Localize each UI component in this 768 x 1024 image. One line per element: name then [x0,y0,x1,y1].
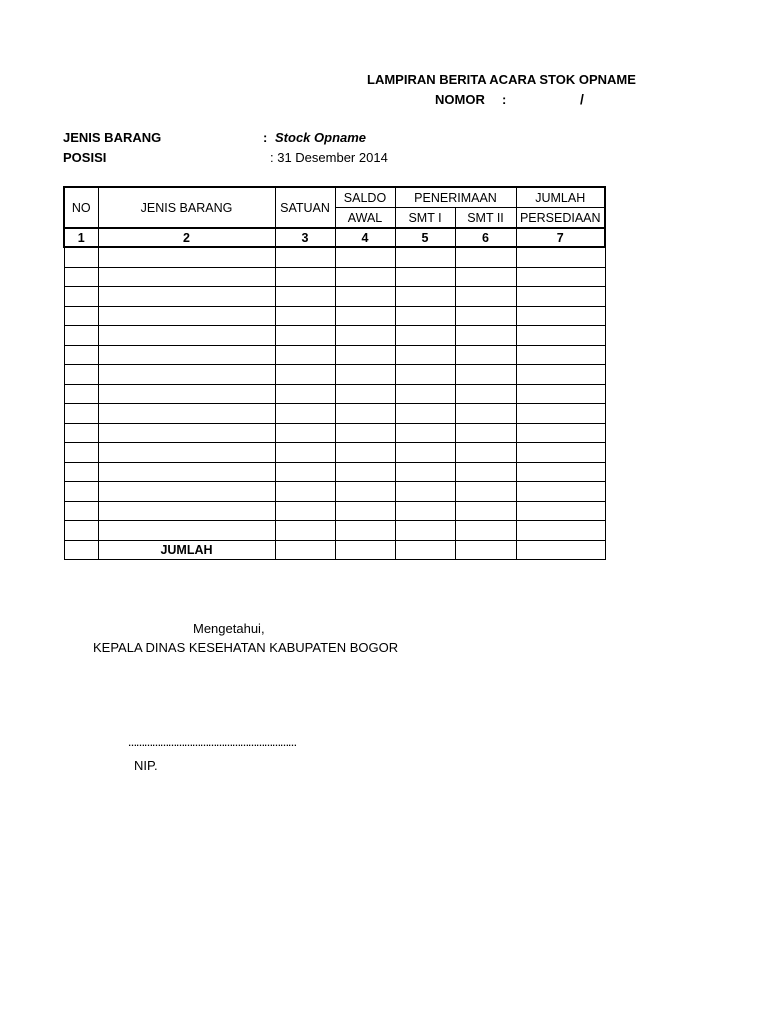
col-number: 6 [455,228,516,247]
table-cell [455,345,516,365]
table-cell [395,501,455,521]
table-cell [395,345,455,365]
header-awal: AWAL [335,208,395,229]
table-cell [455,501,516,521]
table-cell [516,501,605,521]
jenis-barang-label: JENIS BARANG [63,130,162,145]
table-cell [335,306,395,326]
table-cell [455,384,516,404]
table-cell [64,267,98,287]
table-cell [395,365,455,385]
table-cell [455,462,516,482]
table-cell [275,267,335,287]
table-cell [275,443,335,463]
table-cell [275,501,335,521]
jenis-barang-value: Stock Opname [275,130,367,145]
table-cell [335,423,395,443]
table-cell [516,443,605,463]
total-cell [516,540,605,560]
table-cell [455,423,516,443]
table-cell [516,365,605,385]
table-cell [275,326,335,346]
header-penerimaan: PENERIMAAN [395,187,516,208]
table-cell [98,443,275,463]
nip-label: NIP. [134,758,158,773]
table-cell [64,501,98,521]
table-cell [98,521,275,541]
table-cell [516,384,605,404]
col-number: 7 [516,228,605,247]
table-row [64,287,605,307]
table-row [64,365,605,385]
table-cell [395,384,455,404]
table-cell [335,287,395,307]
table-cell [98,306,275,326]
total-cell [455,540,516,560]
nomor-colon: : [502,92,507,107]
table-cell [275,247,335,267]
signature-line: ……………………………………………………… [128,738,296,748]
header-jumlah: JUMLAH [516,187,605,208]
table-cell [64,423,98,443]
table-cell [98,501,275,521]
table-cell [395,443,455,463]
header-satuan: SATUAN [275,187,335,228]
table-row [64,345,605,365]
table-row [64,247,605,267]
table-cell [455,521,516,541]
table-cell [64,365,98,385]
table-cell [395,423,455,443]
total-label: JUMLAH [98,540,275,560]
table-row [64,462,605,482]
table-cell [455,306,516,326]
table-cell [98,345,275,365]
table-cell [516,287,605,307]
document-title: LAMPIRAN BERITA ACARA STOK OPNAME [367,72,636,87]
table-cell [395,247,455,267]
table-cell [335,247,395,267]
table-cell [455,267,516,287]
table-cell [395,521,455,541]
table-cell [516,247,605,267]
table-cell [455,443,516,463]
table-row [64,326,605,346]
table-cell [275,404,335,424]
mengetahui-text: Mengetahui, [193,621,265,636]
table-cell [455,247,516,267]
col-number: 5 [395,228,455,247]
table-cell [64,247,98,267]
table-cell [64,384,98,404]
table-cell [275,287,335,307]
table-row [64,423,605,443]
col-number: 2 [98,228,275,247]
table-cell [98,384,275,404]
table-cell [516,423,605,443]
table-cell [455,404,516,424]
table-cell [395,326,455,346]
table-cell [335,384,395,404]
table-cell [64,482,98,502]
table-cell [395,482,455,502]
table-cell [455,365,516,385]
total-cell [395,540,455,560]
table-cell [335,521,395,541]
table-cell [516,482,605,502]
table-cell [275,365,335,385]
table-cell [64,326,98,346]
table-cell [64,287,98,307]
table-cell [275,423,335,443]
table-cell [335,482,395,502]
table-cell [455,326,516,346]
table-cell [275,462,335,482]
table-cell [335,443,395,463]
table-cell [64,306,98,326]
posisi-label: POSISI [63,150,107,165]
total-no-cell [64,540,98,560]
table-row [64,521,605,541]
table-cell [335,326,395,346]
table-cell [98,365,275,385]
table-cell [335,267,395,287]
posisi-value: : 31 Desember 2014 [270,150,388,165]
header-persediaan: PERSEDIAAN [516,208,605,229]
nomor-slash: / [580,91,584,107]
table-row [64,501,605,521]
table-cell [516,306,605,326]
table-row [64,443,605,463]
table-cell [98,326,275,346]
header-smt-1: SMT I [395,208,455,229]
table-cell [455,287,516,307]
header-saldo: SALDO [335,187,395,208]
total-cell [275,540,335,560]
table-cell [98,287,275,307]
header-no: NO [64,187,98,228]
header-jenis-barang: JENIS BARANG [98,187,275,228]
table-cell [395,462,455,482]
jabatan-text: KEPALA DINAS KESEHATAN KABUPATEN BOGOR [93,640,399,655]
table-cell [275,482,335,502]
table-cell [395,306,455,326]
col-number: 1 [64,228,98,247]
stock-table [63,186,606,560]
header-smt-2: SMT II [455,208,516,229]
table-cell [335,345,395,365]
table-cell [455,482,516,502]
table-row [64,306,605,326]
nomor-label: NOMOR [435,92,485,107]
table-cell [395,287,455,307]
table-cell [395,267,455,287]
table-row [64,404,605,424]
table-cell [335,501,395,521]
table-cell [516,267,605,287]
table-cell [395,404,455,424]
col-number: 3 [275,228,335,247]
table-cell [335,365,395,385]
table-cell [64,345,98,365]
table-cell [516,521,605,541]
table-cell [64,462,98,482]
table-cell [335,404,395,424]
table-cell [98,423,275,443]
table-cell [98,247,275,267]
table-cell [98,462,275,482]
table-cell [98,482,275,502]
table-cell [275,521,335,541]
table-cell [275,345,335,365]
table-cell [516,326,605,346]
col-number: 4 [335,228,395,247]
table-cell [275,384,335,404]
table-cell [516,345,605,365]
total-cell [335,540,395,560]
table-cell [275,306,335,326]
jenis-barang-colon: : [263,130,268,145]
table-cell [98,404,275,424]
table-row [64,267,605,287]
table-row [64,482,605,502]
table-cell [516,404,605,424]
table-cell [64,404,98,424]
table-cell [516,462,605,482]
table-cell [98,267,275,287]
table-row [64,384,605,404]
table-cell [335,462,395,482]
table-cell [64,443,98,463]
table-cell [64,521,98,541]
